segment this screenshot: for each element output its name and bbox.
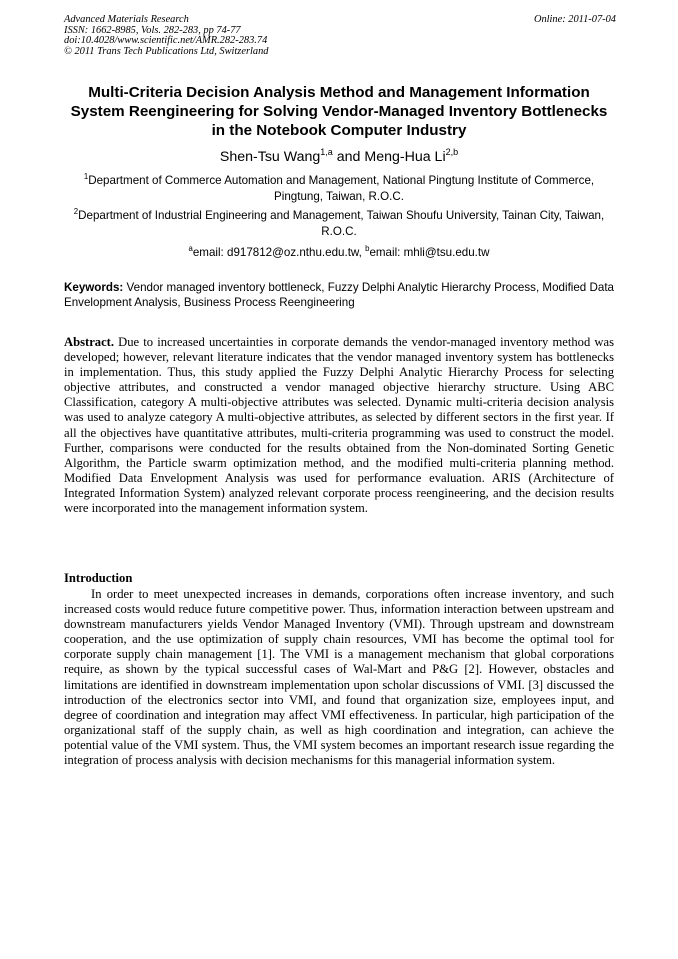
author-conjunction: and	[332, 149, 365, 165]
affiliation-1-sup: 1	[83, 172, 89, 181]
author-2: Meng-Hua Li	[364, 149, 446, 165]
affiliation-1-text: Department of Commerce Automation and Management, National Pingtung Institute of Commerce, Pingtung, Taiwan, R.O.C.	[88, 174, 595, 203]
email-a: email: d917812@oz.nthu.edu.tw,	[192, 246, 366, 259]
journal-name: Advanced Materials Research	[64, 14, 189, 25]
introduction-paragraph: In order to meet unexpected increases in demands, corporations often increase inventory, and such increased costs would reduce future competitive power. Thus, information interaction between upstream and downstream manufacturers yields Vendor Managed Inventory (VMI). Through upstream and downstream cooperation, and the use optimization of supply chain resources, VMI has become the optimal tool for corporate supply chain management [1]. The VMI is a management mechanism that global corporations require, as shown by the typical successful cases of Wal-Mart and P&G [2]. However, obstacles and limitations are identified in downstream implementation upon scholar discussions of VMI. [3] discussed the introduction of the electronics sector into VMI, and found that organization size, employees input, and degree of coordination and integration may affect VMI effectiveness. In particular, high participation of the organizational staff of the supply chain, as well as high coordination and integration, can achieve the potential value of the VMI system. Thus, the VMI system becomes an important research issue regarding the integration of process analysis with decision mechanisms for this managerial information system.	[64, 587, 614, 768]
keywords-text: Vendor managed inventory bottleneck, Fuzzy Delphi Analytic Hierarchy Process, Modified Data Envelopment Analysis, Business Process Reengineering	[64, 281, 614, 309]
issn-line: ISSN: 1662-8985, Vols. 282-283, pp 74-77	[64, 24, 241, 36]
copyright-line: © 2011 Trans Tech Publications Ltd, Switzerland	[64, 45, 269, 57]
author-2-sup: 2,b	[445, 147, 459, 157]
keywords	[64, 280, 614, 310]
journal-info	[64, 15, 268, 57]
abstract-text: Due to increased uncertainties in corporate demands the vendor-managed inventory method was developed; however, relevant literature indicates that the vendor managed inventory system has bottlenecks in implementation. Thus, this study applied the Fuzzy Delphi Analytic Hierarchy Process for selecting objective attributes, and constructed a vendor managed objective hierarchy structure. Using ABC Classification, category A multi-objective attributes was selected. Dynamic multi-criteria decision analysis was used to analyze category A multi-objective attributes, as selected by different sectors in the first year. If all the objectives have quantitative attributes, multi-criteria programming was used to construct the model. Further, comparisons were conducted for the results obtained from the Non-dominated Sorting Genetic Algorithm, the Particle swarm optimization method, and the modified multi-criteria planning method. Modified Data Envelopment Analysis was used for performance evaluation. ARIS (Architecture of Integrated Information System) analyzed relevant corporate process reengineering, and the decision results were incorporated into the management information system.	[64, 335, 614, 516]
affiliation-2	[64, 208, 614, 239]
email-b-sup: b	[365, 244, 370, 253]
doi-line: doi:10.4028/www.scientific.net/AMR.282-283.74	[64, 35, 268, 47]
online-date: Online: 2011-07-04	[533, 14, 616, 25]
author-1: Shen-Tsu Wang	[219, 149, 321, 165]
abstract-label: Abstract.	[64, 335, 115, 349]
keywords-label: Keywords:	[64, 281, 124, 294]
affiliation-2-sup: 2	[73, 207, 79, 216]
affiliation-2-text: Department of Industrial Engineering and Management, Taiwan Shoufu University, Tainan City, Taiwan, R.O.C.	[78, 209, 605, 238]
abstract	[64, 335, 614, 516]
email-a-sup: a	[188, 244, 193, 253]
introduction-heading: Introduction	[64, 571, 133, 585]
email-line	[64, 245, 614, 261]
paper-title: Multi-Criteria Decision Analysis Method and Management Information System Reengineering for Solving Vendor-Managed Inventory Bottlenecks in the Notebook Computer Industry	[70, 84, 608, 139]
author-line	[64, 148, 614, 166]
email-b: email: mhli@tsu.edu.tw	[369, 246, 490, 259]
affiliation-1	[64, 173, 614, 204]
author-1-sup: 1,a	[320, 147, 333, 157]
